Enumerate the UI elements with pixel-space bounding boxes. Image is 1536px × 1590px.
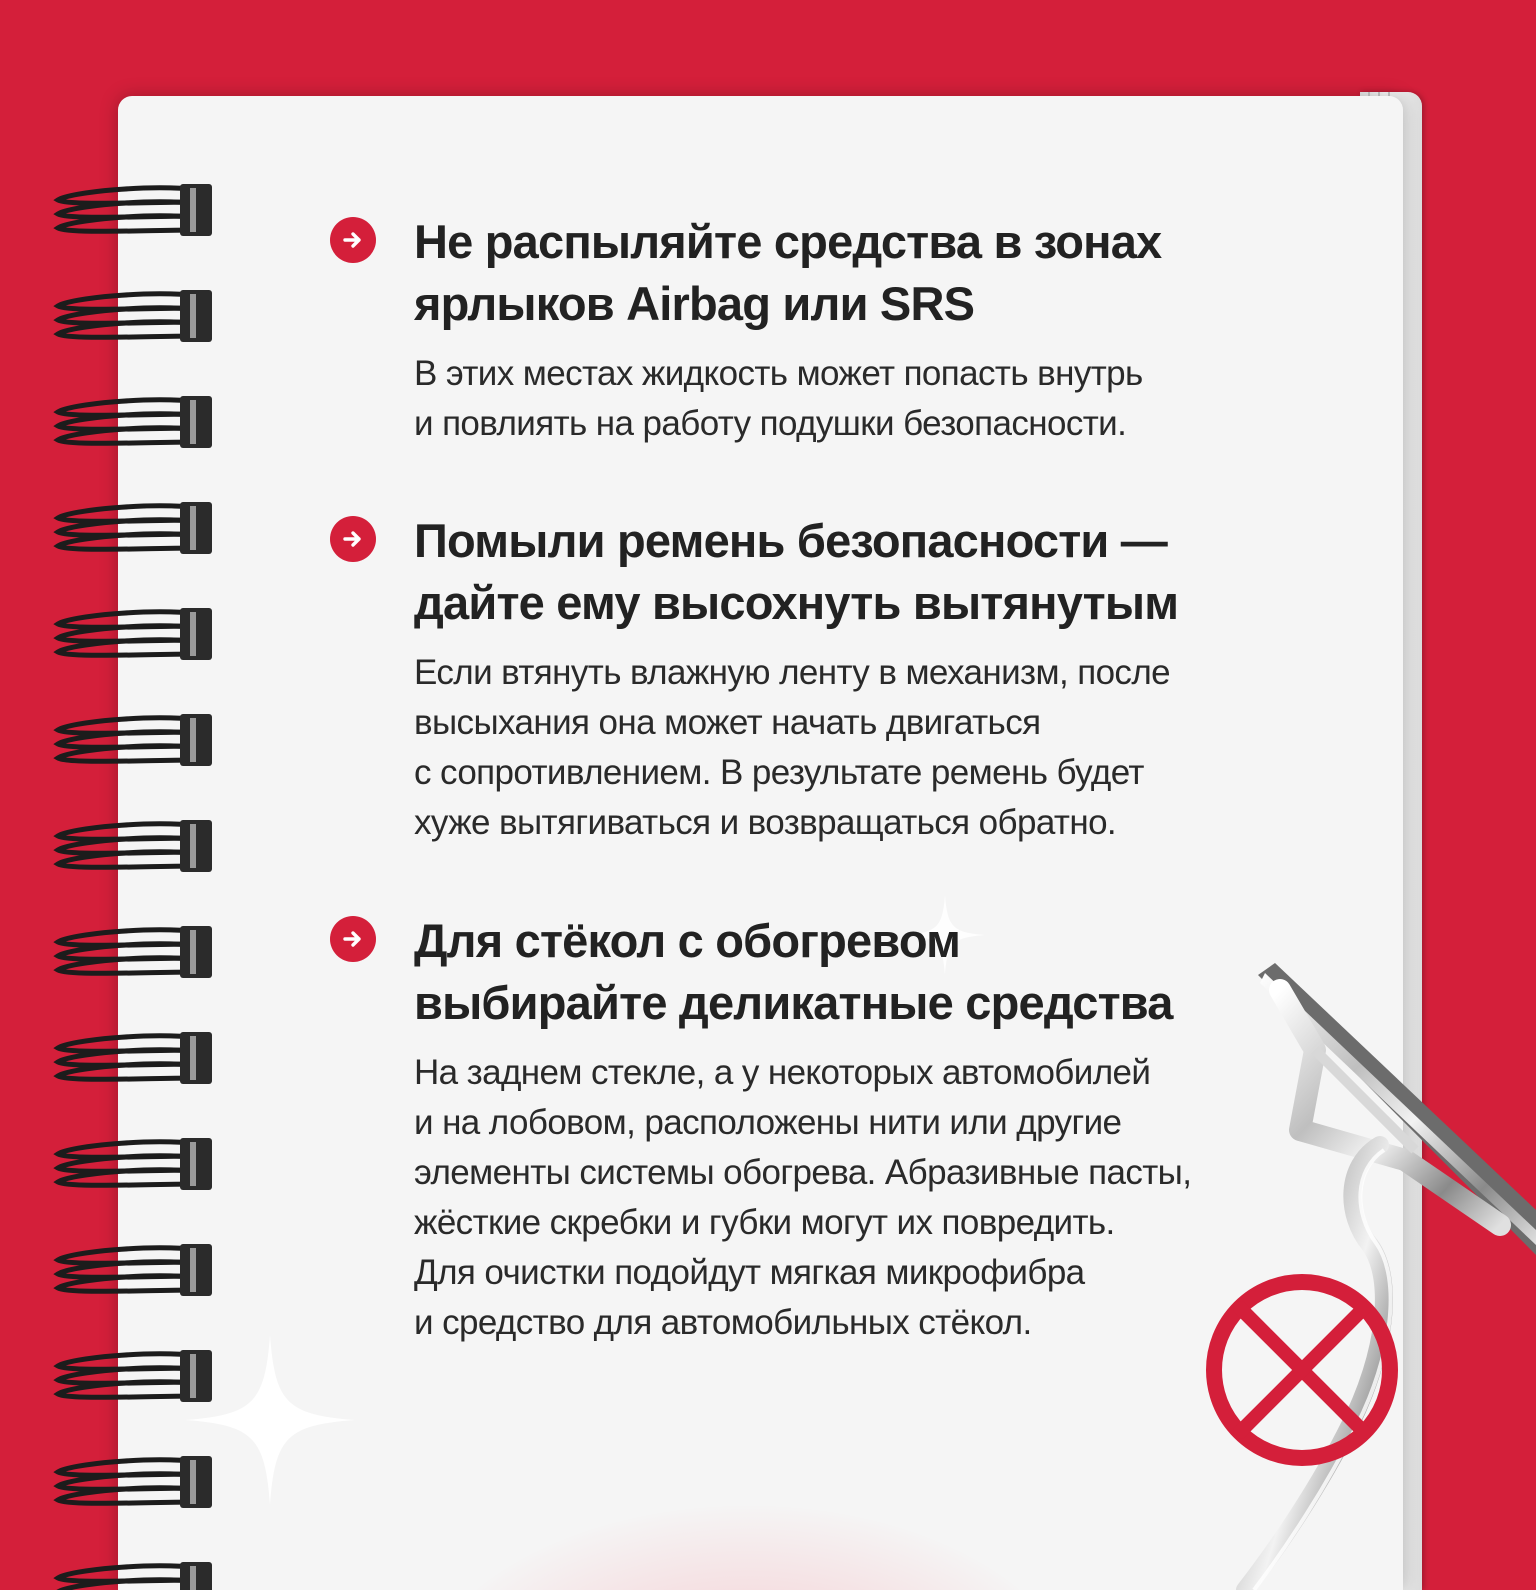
section-body: Если втянуть влажную ленту в механизм, после высыхания она может начать двигаться с сопротивлением. В результате ремень будет хуже вытягиваться и возвращаться обратно. <box>414 653 1171 842</box>
section-seatbelt <box>330 510 1250 850</box>
arrow-right-circle-icon <box>330 217 376 263</box>
spiral-ring <box>58 1138 212 1190</box>
section-title: Помыли ремень безопасности — дайте ему высохнуть вытянутым <box>414 514 1179 629</box>
section-body: На заднем стекле, а у некоторых автомобилей и на лобовом, расположены нити или другие элементы системы обогрева. Абразивные пасты, жёсткие скребки и губки могут их повредить. Для очистки подойдут мягкая микрофибра и средство для автомобильных стёкол. <box>414 1053 1192 1342</box>
section-body: В этих местах жидкость может попасть внутрь и повлиять на работу подушки безопасности. <box>414 354 1143 443</box>
sparkle-icon <box>185 1335 355 1505</box>
section-title: Для стёкол с обогревом выбирайте деликатные средства <box>414 914 1173 1029</box>
section-heated-glass <box>330 910 1250 1350</box>
prohibited-icon <box>1200 1268 1404 1472</box>
arrow-right-circle-icon <box>330 516 376 562</box>
spiral-ring <box>58 502 212 554</box>
spiral-ring <box>58 926 212 978</box>
spiral-ring <box>58 820 212 872</box>
section-airbag <box>330 211 1250 451</box>
pink-glow <box>408 1506 1088 1590</box>
spiral-ring <box>58 290 212 342</box>
spiral-ring <box>58 184 212 236</box>
spiral-ring <box>58 396 212 448</box>
spiral-ring <box>58 1032 212 1084</box>
spiral-ring <box>58 1562 212 1590</box>
spiral-ring <box>58 1244 212 1296</box>
section-title: Не распыляйте средства в зонах ярлыков Airbag или SRS <box>414 215 1162 330</box>
spiral-ring <box>58 714 212 766</box>
spiral-ring <box>58 608 212 660</box>
arrow-right-circle-icon <box>330 916 376 962</box>
